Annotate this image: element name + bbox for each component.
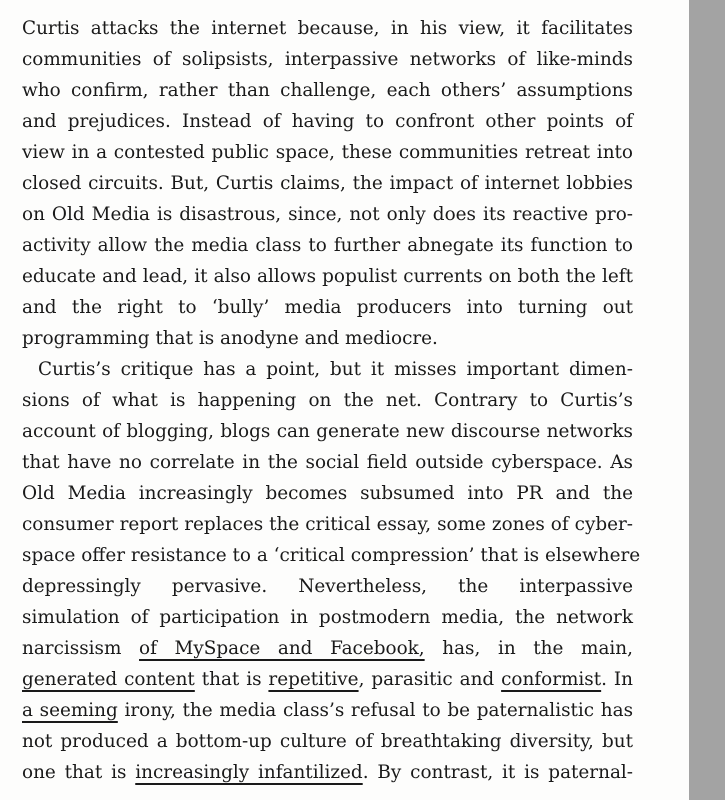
- text-line: consumer report replaces the critical essay, some zones of cyber-: [22, 514, 633, 535]
- text-line: programming that is anodyne and mediocre.: [22, 328, 438, 349]
- text-line: simulation of participation in postmodern media, the network: [22, 607, 633, 628]
- text-segment: narcissism: [22, 638, 140, 659]
- text-line: educate and lead, it also allows populist currents on both the left: [22, 266, 633, 287]
- text-line: space offer resistance to a ‘critical compression’ that is elsewhere: [22, 545, 641, 566]
- underlined-phrase: generated content: [22, 669, 195, 690]
- underlined-phrase: conformist: [501, 669, 602, 690]
- text-line-seeming: [22, 695, 633, 726]
- text-segment: , parasitic and: [358, 669, 502, 690]
- text-segment: . By contrast, it is paternal-: [362, 762, 633, 783]
- text-segment: . In: [601, 669, 633, 690]
- text-segment: irony, the media class’s refusal to be paternalistic has: [117, 700, 634, 721]
- text-line-infantilized: [22, 757, 633, 788]
- text-segment: one that is: [22, 762, 136, 783]
- text-line: Old Media increasingly becomes subsumed into PR and the: [22, 483, 633, 504]
- paragraph-2: [22, 354, 641, 788]
- text-line: Curtis’s critique has a point, but it misses important dimen-: [38, 359, 633, 380]
- text-line-narcissism: [22, 633, 633, 664]
- page-edge-margin: [689, 0, 725, 800]
- text-segment: that is: [194, 669, 269, 690]
- text-line: and the right to ‘bully’ media producers into turning out: [22, 297, 633, 318]
- text-line: sions of what is happening on the net. Contrary to Curtis’s: [22, 390, 633, 411]
- text-line: and prejudices. Instead of having to confront other points of: [22, 111, 633, 132]
- text-line: communities of solipsists, interpassive networks of like-minds: [22, 49, 633, 70]
- text-line-generated: [22, 664, 633, 695]
- underlined-phrase: repetitive: [268, 669, 359, 690]
- underlined-phrase: of MySpace and Facebook,: [139, 638, 425, 659]
- text-line: who confirm, rather than challenge, each others’ assumptions: [22, 80, 633, 101]
- text-segment: has, in the main,: [424, 638, 633, 659]
- text-line: on Old Media is disastrous, since, not only does its reactive pro-: [22, 204, 633, 225]
- text-line: activity allow the media class to further abnegate its function to: [22, 235, 633, 256]
- paragraph-1: [22, 13, 633, 354]
- body-text: [22, 13, 641, 788]
- text-line: that have no correlate in the social field outside cyberspace. As: [22, 452, 633, 473]
- text-line: view in a contested public space, these communities retreat into: [22, 142, 633, 163]
- text-line: not produced a bottom-up culture of breathtaking diversity, but: [22, 731, 633, 752]
- text-line: depressingly pervasive. Nevertheless, the interpassive: [22, 576, 633, 597]
- text-line: Curtis attacks the internet because, in his view, it facilitates: [22, 18, 633, 39]
- text-line: closed circuits. But, Curtis claims, the impact of internet lobbies: [22, 173, 633, 194]
- text-line: account of blogging, blogs can generate new discourse networks: [22, 421, 633, 442]
- underlined-phrase: increasingly infantilized: [135, 762, 363, 783]
- underlined-phrase: a seeming: [22, 700, 118, 721]
